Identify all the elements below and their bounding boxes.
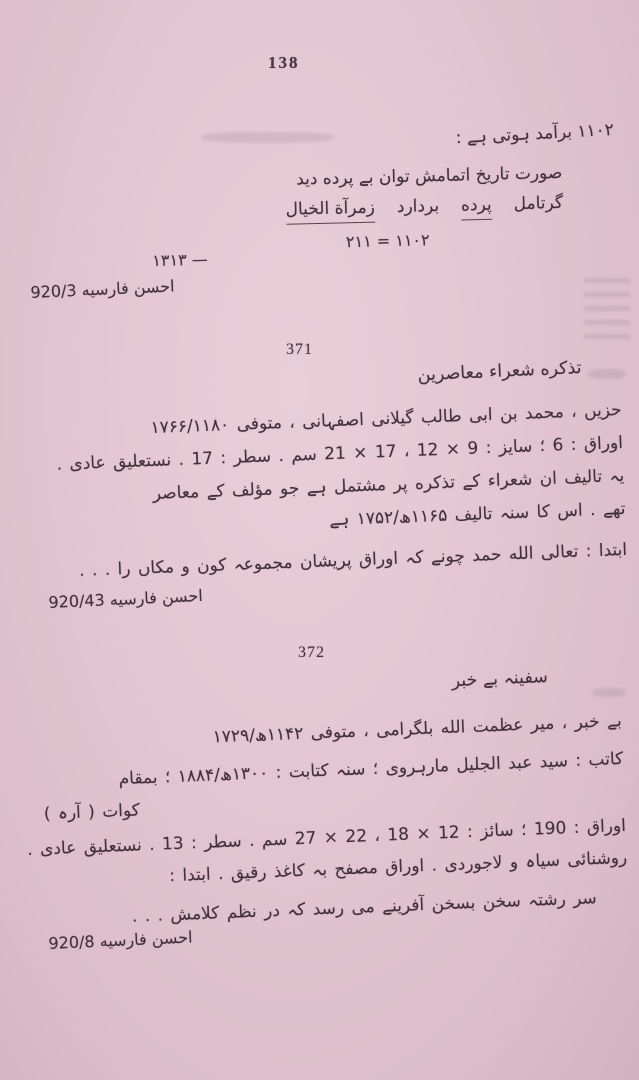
entry-line: بے خبر ، میر عظمت الله بلگرامی ، متوفی ۱۱۴۲ھ/۱۷۲۹ xyxy=(212,710,623,748)
incipit-label: ابتدا : xyxy=(168,864,212,887)
entry-number: 371 xyxy=(286,341,313,358)
ink-smudge xyxy=(202,132,334,143)
entry-line: ابتدا : تعالی الله حمد چونے کہ اوراق پریشان مجموعہ کون و مکاں را . . . xyxy=(78,539,628,581)
ink-smudge xyxy=(584,278,630,340)
entry-line: حزیں ، محمد بن ابی طالب گیلانی اصفہانی ، متوفی ۱۷۶۶/۱۱۸۰ xyxy=(150,399,622,439)
incipit-quote: سر رشتہ سخن بسخن آفرینے می رسد کہ در نظم کلامش . . . xyxy=(131,888,598,927)
shelfmark: احسن فارسیه 920/8 xyxy=(48,927,193,953)
shelfmark: احسن فارسیه 920/3 xyxy=(30,276,175,302)
entry-line: تھے . اس کا سنہ تالیف ۱۱۶۵ھ/۱۷۵۲ ہے xyxy=(328,498,626,531)
entry-line: اوراق : 190 ؛ سائز : 12 × 18 ، 22 × 27 سم . سطر : 13 . نستعلیق عادی . xyxy=(26,815,627,860)
chronogram-total: ۱۳۱۳ — xyxy=(152,249,208,271)
couplet-line-2 xyxy=(149,192,564,228)
page-number: 138 xyxy=(268,53,300,72)
couplet-word: بردارد xyxy=(396,195,440,217)
colophon-text: روشنائی سیاہ و لاجوردی . اوراق مصفح بہ کاغذ رقیق . xyxy=(217,847,628,885)
couplet-word-underlined: پرده xyxy=(461,194,492,221)
couplet-line-1: صورت تاریخ اتمامش توان بے پرده دید xyxy=(295,162,563,190)
entry-line: کوات ( آرہ ) xyxy=(43,800,141,825)
chronogram-sum: ۲۱۱ = ۱۱۰۲ xyxy=(345,230,430,252)
ink-smudge xyxy=(588,369,626,379)
shelfmark: احسن فارسیه 920/43 xyxy=(48,585,204,612)
entry-line: یہ تالیف ان شعراء کے تذکره پر مشتمل ہے جو مؤلف کے معاصر xyxy=(152,465,625,505)
chronogram-couplet xyxy=(148,162,565,282)
entry-number: 372 xyxy=(298,644,325,661)
couplet-word: گرتامل xyxy=(513,192,564,215)
ink-smudge xyxy=(592,688,626,697)
entry-title: تذکره شعراء معاصرین xyxy=(417,357,582,386)
entry-title: سفینہ بے خبر xyxy=(450,666,548,692)
entry-line: اوراق : 6 ؛ سایز : 9 × 12 ، 17 × 21 سم . سطر : 17 . نستعلیق عادی . xyxy=(56,432,624,475)
couplet-word-underlined: زمرآة الخیال xyxy=(285,197,375,225)
entry-body xyxy=(26,705,629,937)
intro-line: ۱۱۰۲ برآمد ہوتی ہے : xyxy=(454,119,615,149)
entry-line: کاتب : سید عبد الجلیل مارہروی ؛ سنہ کتابت : ۱۳۰۰ھ/۱۸۸۴ ؛ بمقام xyxy=(118,748,624,790)
entry-body xyxy=(30,394,627,590)
